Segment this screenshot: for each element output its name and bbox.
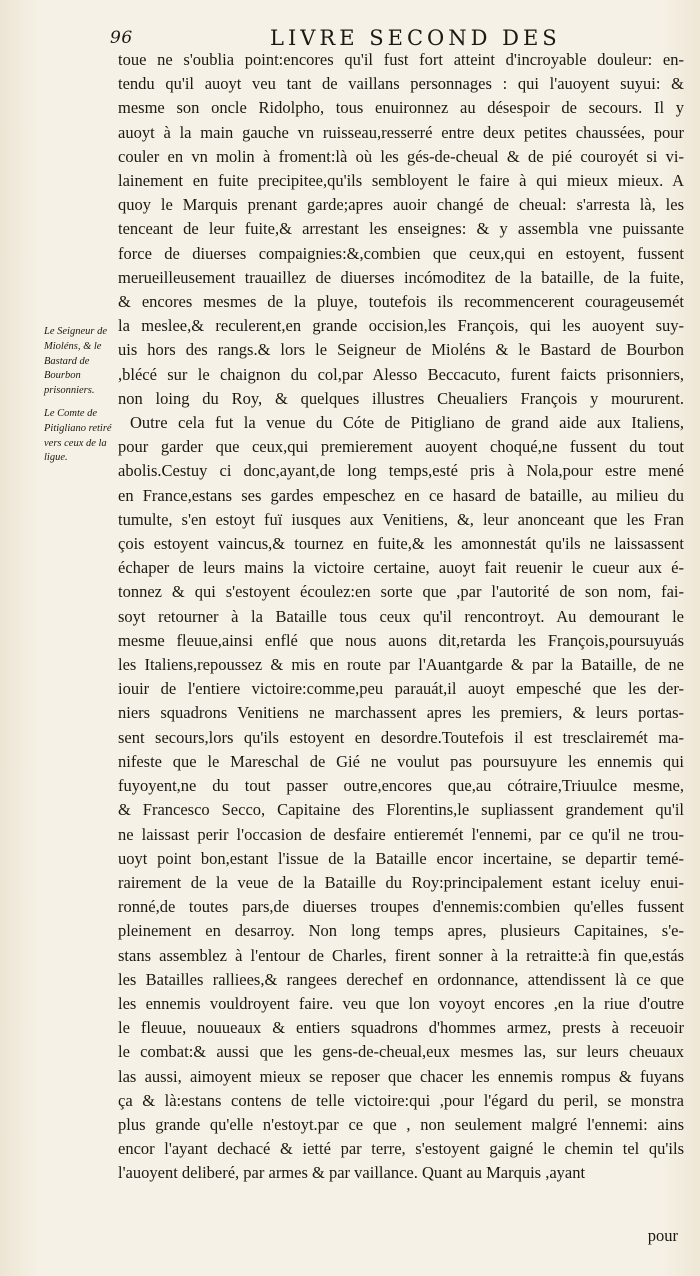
text-line: tendu qu'il auoyt veu tant de vaillans personnages : qui l'auoyent suyui: &: [118, 74, 684, 94]
text-line: lainement en fuite precipitee,qu'ils sembloyent le faire à qui mieux mieux. A: [118, 171, 684, 191]
running-head: LIVRE SECOND DES: [270, 26, 561, 50]
text-line: les Italiens,repoussez & mis en route par l'Auantgarde & par la Bataille, de ne: [118, 655, 684, 675]
text-line: abolis.Cestuy ci donc,ayant,de long temps,esté pris à Nola,pour estre mené: [118, 461, 684, 481]
text-line: tumulte, s'en estoyt fuï iusques aux Venitiens, &, leur anonceant que les Fran: [118, 509, 684, 529]
text-line: le combat:& aussi que les gens-de-cheual,eux mesmes las, sur leurs cheuaux: [118, 1042, 684, 1062]
text-line: soyt retourner à la Bataille tous ceux qu'il rencontroyt. Au demourant le: [118, 606, 684, 626]
text-line: pleinement en desarroy. Non long temps apres, plusieurs Capitaines, s'e-: [118, 921, 684, 941]
text-line: les ennemis vouldroyent faire. veu que lon voyoyt encores ,en la riue d'outre: [118, 993, 684, 1013]
text-line: en France,estans ses gardes empeschez en ce hasard de bataille, au milieu du: [118, 485, 684, 505]
body-text: [118, 48, 684, 1186]
text-line: & encores mesmes de la pluye, toutefois ils recommencerent courageusemét: [118, 292, 684, 312]
text-line: uis hors des rangs.& lors le Seigneur de Mioléns & le Bastard de Bourbon: [118, 340, 684, 360]
text-line: sent secours,lors qu'ils estoyent en desordre.Toutefois il est tresclairemét ma-: [118, 727, 684, 747]
text-line: pour garder que ceux,qui premierement auoyent choqué,ne fussent du tout: [118, 437, 684, 457]
text-line: stans assemblez à l'entour de Charles, firent sonner à la retraitte:à fin que,estás: [118, 945, 684, 965]
text-line: le fleuue, nouueaux & entiers squadrons d'hommes armez, prests à receuoir: [118, 1018, 684, 1038]
text-line: iouir de l'entiere victoire:comme,peu parauát,il auoyt empesché que les der-: [118, 679, 684, 699]
text-line: toue ne s'oublia point:encores qu'il fust fort atteint d'incroyable douleur: en-: [118, 50, 684, 69]
text-line: ronné,de toutes pars,de diuerses troupes d'ennemis:combien qu'elles fussent: [118, 897, 684, 917]
text-line: nifeste que le Mareschal de Gié ne voulut pas poursuyure les ennemis qui: [118, 751, 684, 771]
text-line: fuyoyent,ne du tout passer outre,encores que,au cótraire,Triuulce mesme,: [118, 776, 684, 796]
text-line: tonnez & qui s'estoyent écoulez:en sorte que ,par l'autorité de son nom, fai-: [118, 582, 684, 602]
text-line: l'auoyent deliberé, par armes & par vaillance. Quant au Marquis ,ayant: [118, 1163, 586, 1183]
text-line: & Francesco Secco, Capitaine des Florentins,le supliassent grandement qu'il: [118, 800, 684, 820]
text-line: merueilleusement trauaillez de diuerses incómoditez de la bataille, de la fuite,: [118, 267, 684, 287]
text-line: les Batailles ralliees,& rangees derechef en ordonnance, attendissent là ce que: [118, 969, 684, 989]
text-line: quoy le Marquis prenant garde;apres auoir changé de cheual: s'arresta là, les: [118, 195, 684, 215]
text-line: non loing du Roy, & quelques illustres Cheualiers François y moururent.: [118, 388, 684, 408]
text-line: auoyt à la main gauche vn ruisseau,resserré entre deux petites chaussées, pour: [118, 122, 684, 142]
text-line: mesme fleuue,ainsi enflé que nous auons dit,retarda les François,poursuyuás: [118, 630, 684, 650]
catchword: pour: [647, 1226, 678, 1245]
text-line: échaper de leurs mains la victoire certaine, auoyt fait reuenir le cueur aux é-: [118, 558, 684, 578]
margin-note: Le Seigneur de Mioléns, & le Bastard de Bourbon prisonniers.: [44, 326, 107, 397]
text-line: la meslee,& reculerent,en grande occision,les François, qui les auoyent suy-: [118, 316, 684, 336]
margin-notes: [44, 325, 124, 474]
text-line: rairement de la veue de la Bataille du Roy:principalement estant iceluy enui-: [118, 872, 684, 892]
text-line: Outre cela fut la venue du Cóte de Pitigliano de grand aide aux Italiens,: [130, 413, 684, 433]
text-line: uoyt point bon,estant l'issue de la Bataille encor incertaine, se departir temé-: [118, 848, 684, 868]
text-line: plus grande qu'elle n'estoyt.par ce que , non seulement malgré l'ennemi: ains: [118, 1114, 684, 1134]
text-line: las aussi, aimoyent mieux se reposer que chacer les ennemis rompus & fuyans: [118, 1066, 684, 1086]
margin-note: Le Comte de Pitigliano retiré vers ceux de la ligue.: [44, 407, 112, 464]
text-line: tenceant de leur fuite,& arrestant les enseignes: & y assembla vne puissante: [118, 219, 684, 239]
text-line: ne laissast perir l'occasion de desfaire entieremét l'ennemi, par ce qu'il ne trou-: [118, 824, 684, 844]
text-line: çois estoyent vaincus,& tournez en fuite,& les amonnestát qu'ils ne laissassent: [118, 534, 684, 554]
page-number: 96: [110, 28, 133, 48]
text-line: mesme son oncle Ridolpho, tous enuironnez au désespoir de secours. Il y: [118, 98, 684, 118]
text-line: ça & là:estans contens de telle victoire:qui ,pour l'égard du peril, se monstra: [118, 1090, 684, 1110]
text-line: encor l'ayant dechacé & ietté par terre, s'estoyent gaigné le chemin tel qu'ils: [118, 1139, 684, 1159]
text-line: niers squadrons Venitiens ne marchassent apres les premiers, & leurs portas-: [118, 703, 684, 723]
text-line: force de diuerses compaignies:&,combien que ceux,qui en estoyent, fussent: [118, 243, 684, 263]
text-line: ,blécé sur le chaignon du col,par Alesso Beccacuto, furent faicts prisonniers,: [118, 364, 684, 384]
text-line: couler en vn molin à froment:là où les gés-de-cheual & de pié couroyét si vi-: [118, 146, 684, 166]
